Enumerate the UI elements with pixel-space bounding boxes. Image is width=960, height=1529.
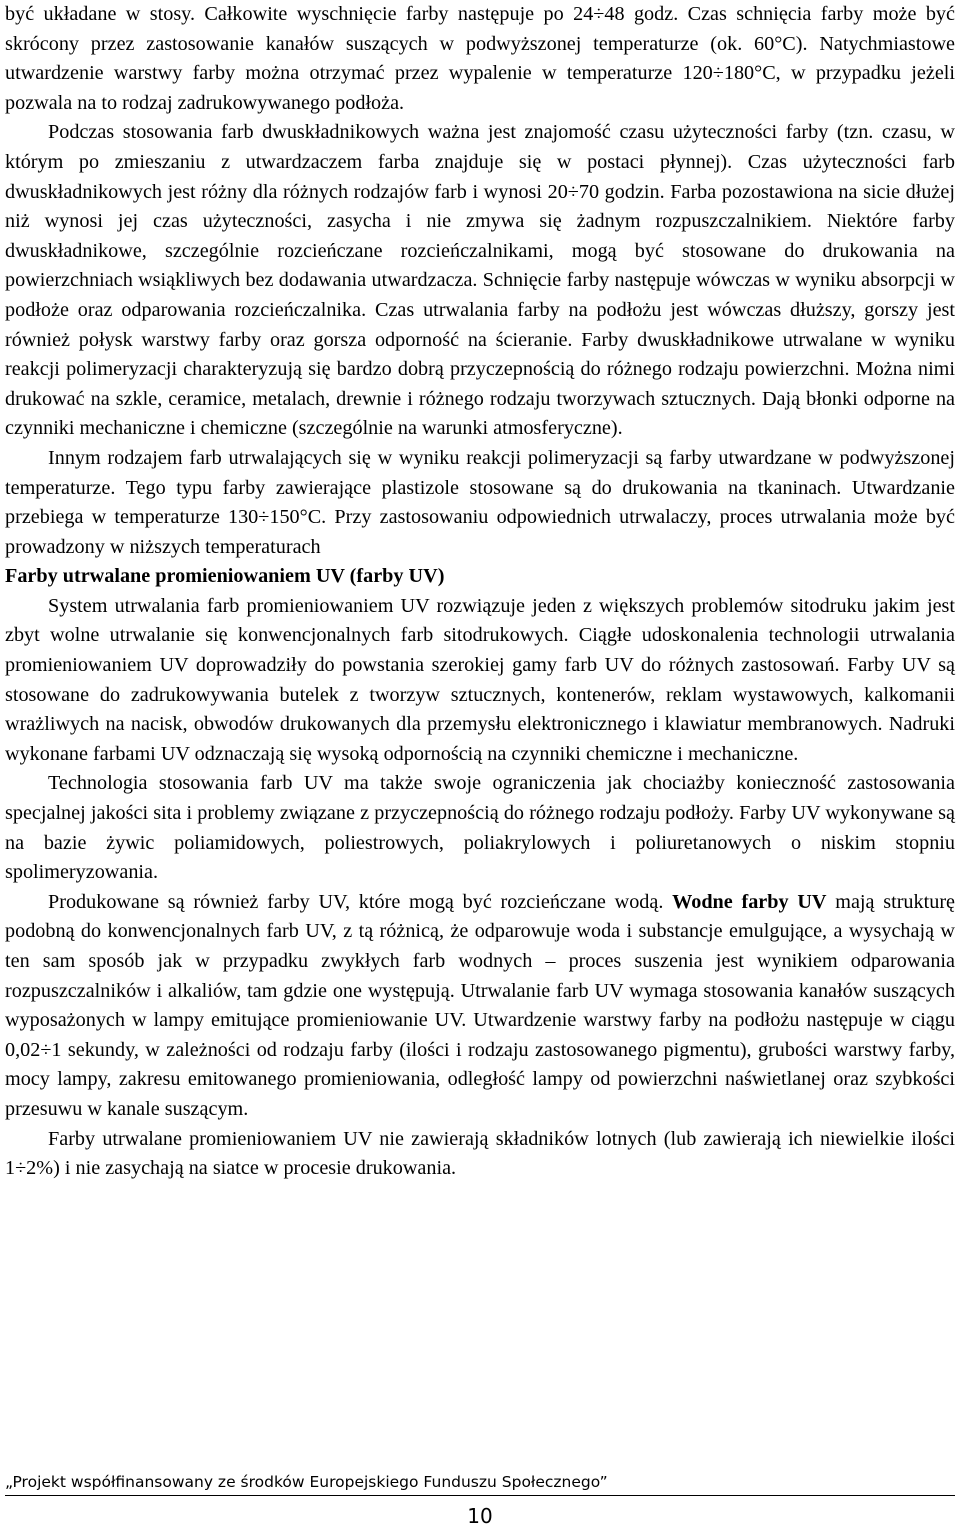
footer-project-note: „Projekt współfinansowany ze środków Europejskiego Funduszu Społecznego”: [5, 1473, 608, 1491]
page-number: 10: [467, 1504, 493, 1528]
paragraph-heat-cured-inks: Innym rodzajem farb utrwalających się w wyniku reakcji polimeryzacji są farby utwardzane w podwyższonej temperaturze. Tego typu farby zawierające plastizole stosowane są do drukowania na tkaninach. Utwardzanie przebiega w temperaturze 130÷150°C. Przy zastosowaniu odpowiednich utrwalaczy, proces utrwalania może być prowadzony w niższych temperaturach: [5, 446, 955, 558]
paragraph-two-component-inks: Podczas stosowania farb dwuskładnikowych ważna jest znajomość czasu użyteczności farby (tzn. czasu, w którym po zmieszaniu z utwardzaczem farba znajduje się w postaci płynnej). Czas użyteczności farb dwuskładnikowych jest różny dla różnych rodzajów farb i wynosi 20÷70 godzin. Farba pozostawiona na sicie dłużej niż wynosi jej czas użyteczności, zasycha i nie zmywa się żadnym rozpuszczalnikiem. Niektóre farby dwuskładnikowe, szczególnie rozcieńczane rozcieńczalnikami, mogą być stosowane do drukowania na powierzchniach wsiąkliwych bez dodawania utwardzacza. Schnięcie farby następuje wówczas w wyniku absorpcji w podłoże oraz odparowania rozcieńczalnika. Czas utrwalania farby na podłożu jest wówczas dłuższy, gorszy jest również połysk warstwy farby oraz gorsza odporność na ścieranie. Farby dwuskładnikowe utrwalane w wyniku reakcji polimeryzacji charakteryzują się bardzo dobrą przyczepnością do różnego rodzaju powierzchni. Można nimi drukować na szkle, ceramice, metalach, drewnie i różnego rodzaju tworzywach sztucznych. Dają błonki odporne na czynniki mechaniczne i chemiczne (szczególnie na warunki atmosferyczne).: [5, 121, 955, 440]
section-heading-uv-inks: Farby utrwalane promieniowaniem UV (farby UV): [5, 565, 445, 588]
paragraph-uv-limitations: Technologia stosowania farb UV ma także swoje ograniczenia jak chociażby konieczność zastosowania specjalnej jakości sita i problemy związane z przyczepnością do różnego rodzaju podłoży. Farby UV wykonywane są na bazie żywic poliamidowych, poliestrowych, poliakrylowych i poliuretanowych o niskim stopniu spolimeryzowania.: [5, 772, 955, 884]
paragraph-water-uv-inks: [5, 888, 955, 1125]
water-uv-text-before: Produkowane są również farby UV, które mogą być rozcieńczane wodą.: [48, 890, 673, 913]
paragraph-drying-time: być układane w stosy. Całkowite wyschnięcie farby następuje po 24÷48 godz. Czas schnięcia farby może być skrócony przez zastosowanie kanałów suszących w podwyższonej temperaturze (ok. 60°C). Natychmiastowe utwardzenie warstwy farby można otrzymać przez wypalenie w temperaturze 120÷180°C, w przypadku jeżeli pozwala na to rodzaj zadrukowywanego podłoża.: [5, 3, 955, 114]
water-uv-text-after: mają strukturę podobną do konwencjonalnych farb UV, z tą różnicą, że odparowuje woda i substancje emulgujące, a wysychają w ten sam sposób jak w przypadku zwykłych farb wodnych – proces suszenia jest wynikiem odparowania rozpuszczalników i alkaliów, tam gdzie one występują. Utrwalanie farb UV wymaga stosowania kanałów suszących wyposażonych w lampy emitujące promieniowanie UV. Utwardzenie warstwy farby na podłożu następuje w ciągu 0,02÷1 sekundy, w zależności od rodzaju farby (ilości i rodzaju zastosowanego pigmentu), grubości warstwy farby, mocy lampy, zakresu emitowanego promieniowania, odległość lampy od powierzchni naświetlanej oraz szybkości przesuwu w kanale suszącym.: [5, 890, 955, 1120]
document-body: [5, 0, 955, 1184]
paragraph-uv-system: System utrwalania farb promieniowaniem UV rozwiązuje jeden z większych problemów sitodruku jakim jest zbyt wolne utrwalanie się konwencjonalnych farb sitodrukowych. Ciągłe udoskonalenia technologii utrwalania promieniowaniem UV doprowadziły do powstania szerokiej gamy farb UV do różnych zastosowań. Farby UV są stosowane do zadrukowywania butelek z tworzyw sztucznych, kontenerów, reklam wystawowych, kalkomanii wrażliwych na nacisk, obwodów drukowanych dla przemysłu elektronicznego i klawiatur membranowych. Nadruki wykonane farbami UV odznaczają się wysoką odpornością na czynniki chemiczne i mechaniczne.: [5, 594, 955, 765]
footer-divider: [5, 1495, 955, 1496]
paragraph-uv-no-volatiles: Farby utrwalane promieniowaniem UV nie zawierają składników lotnych (lub zawierają ich niewielkie ilości 1÷2%) i nie zasychają na siatce w procesie drukowania.: [5, 1127, 955, 1180]
water-uv-bold-term: Wodne farby UV: [672, 890, 827, 913]
